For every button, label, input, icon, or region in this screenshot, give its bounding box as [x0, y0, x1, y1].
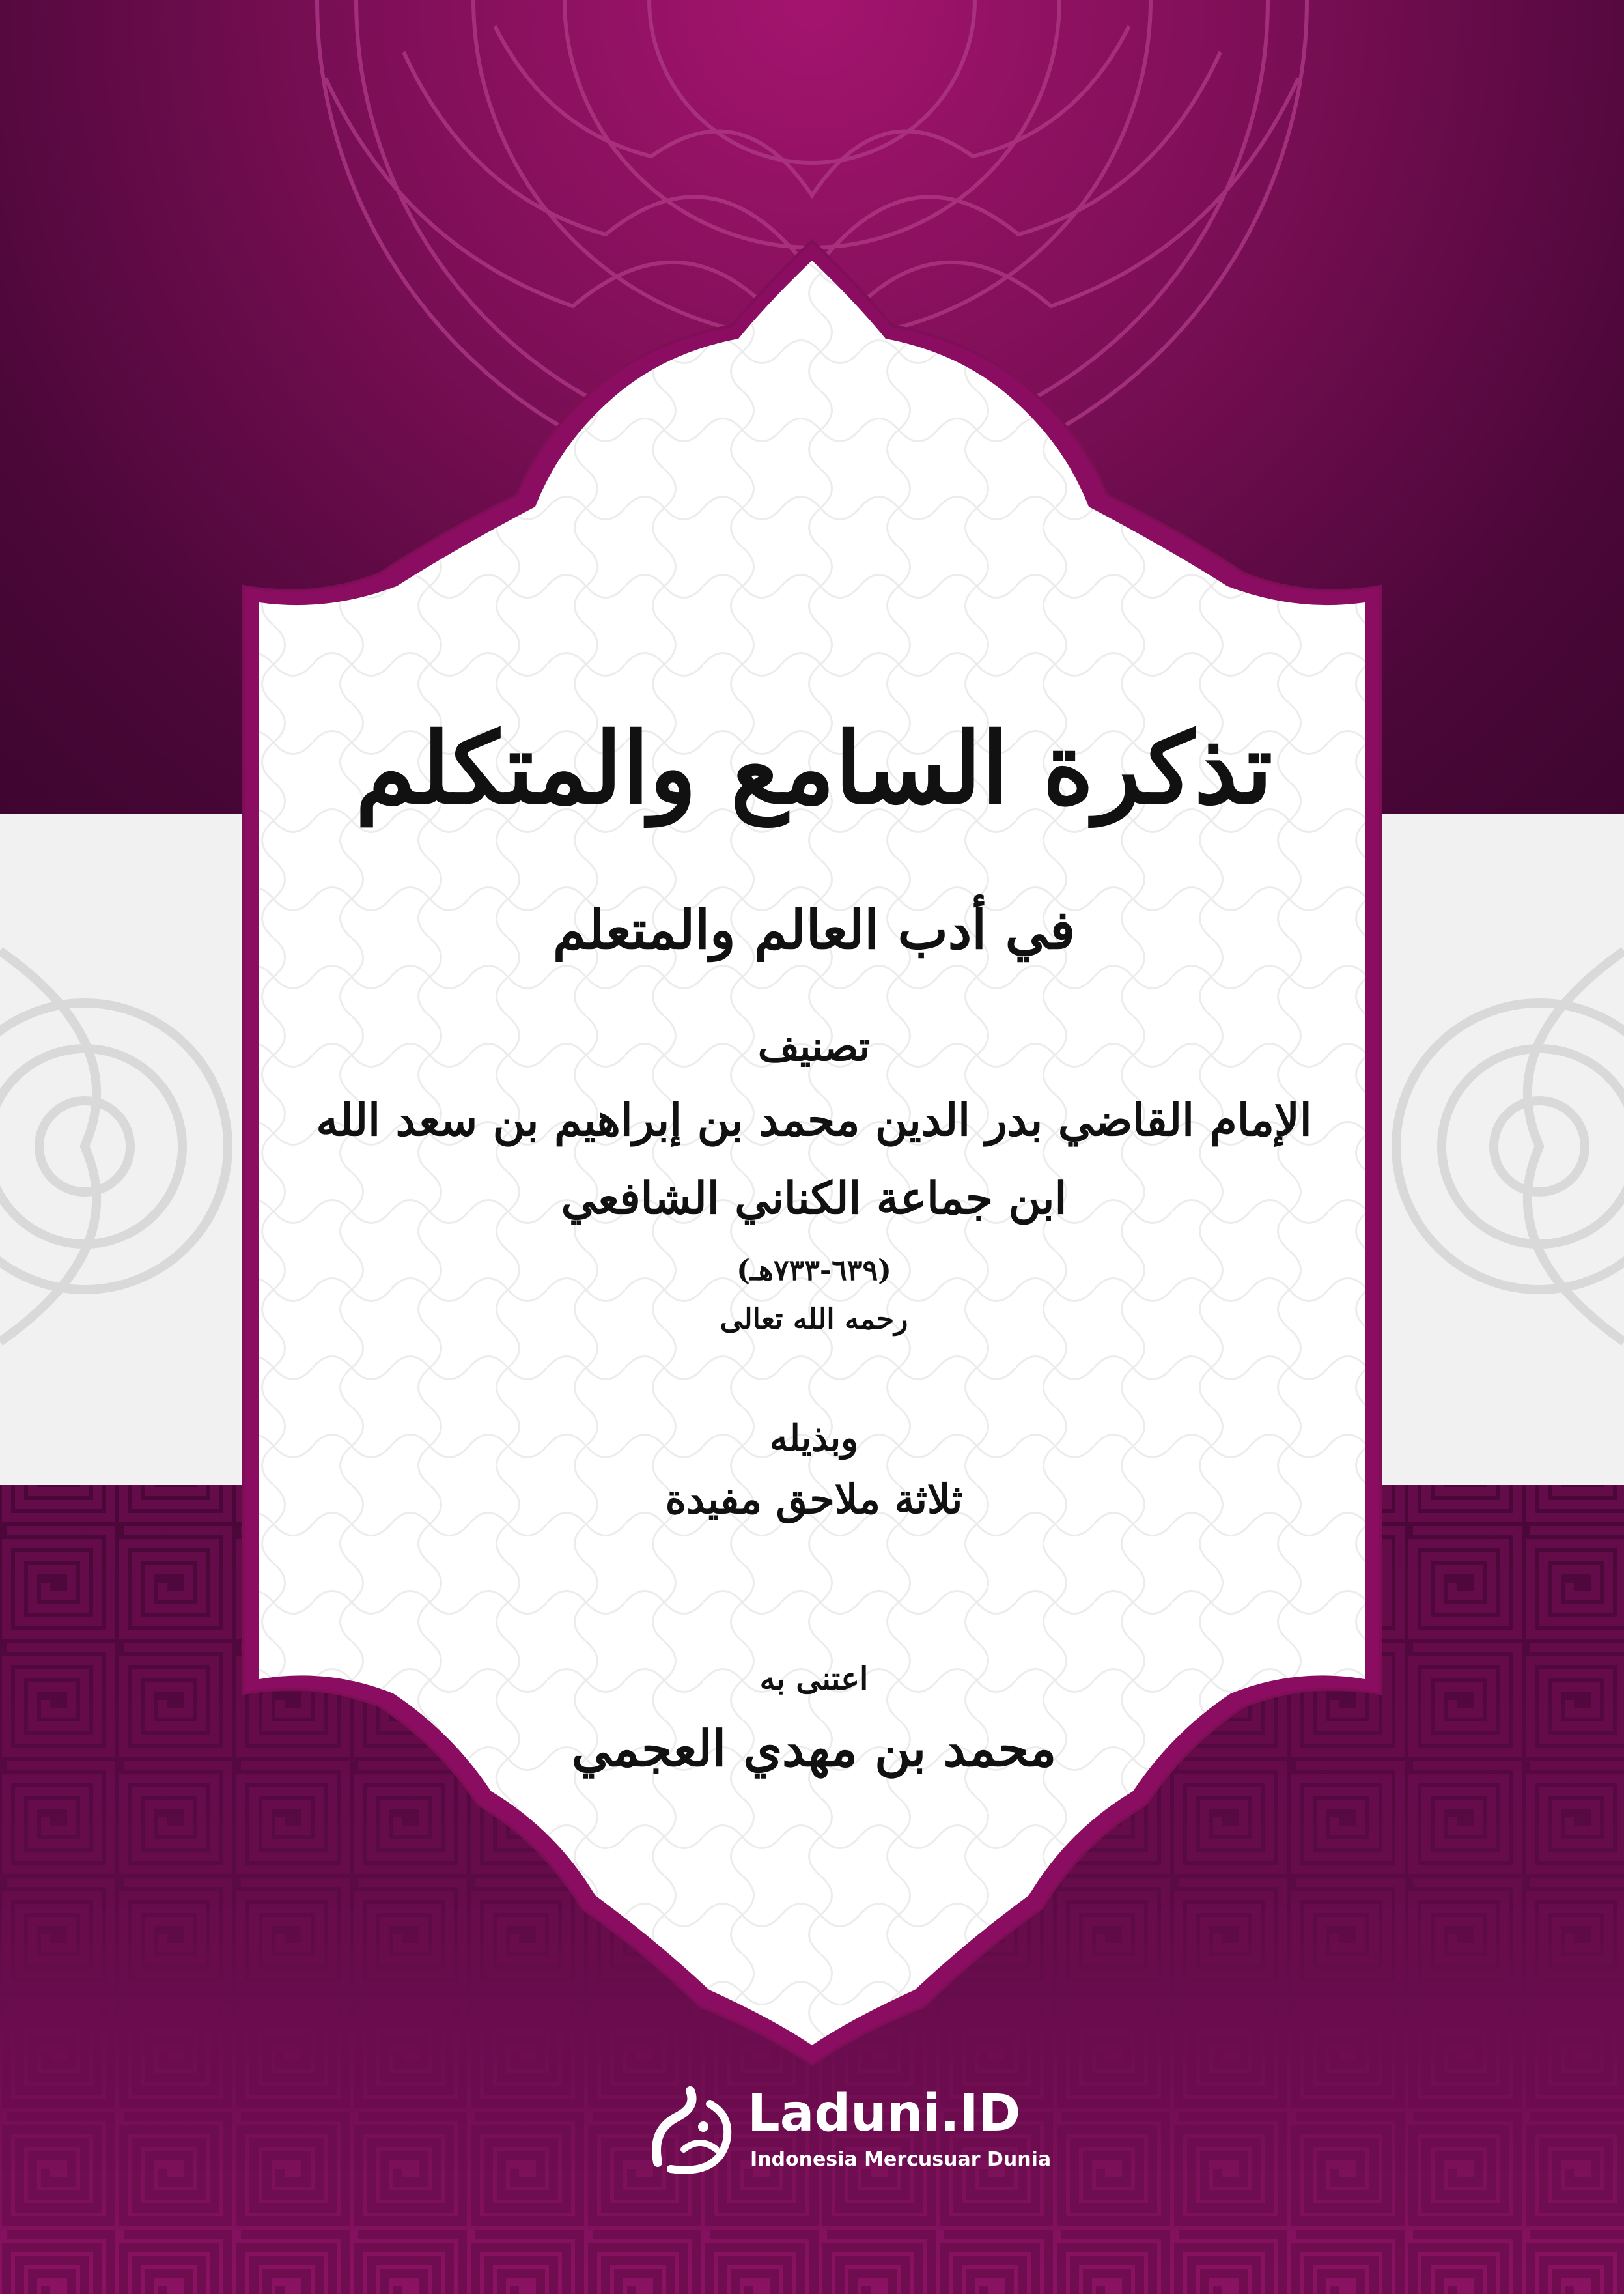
author-prayer: رحمه الله تعالى — [720, 1303, 908, 1336]
publisher-name: Laduni.ID — [748, 2084, 1021, 2143]
editor-name: محمد بن مهدي العجمي — [571, 1720, 1057, 1777]
appended-label: وبذيله — [769, 1417, 859, 1460]
publisher-logo[interactable] — [638, 2078, 1055, 2182]
book-title: تذكرة السامع والمتكلم — [355, 711, 1273, 826]
laduni-calligraphy-icon — [638, 2078, 742, 2182]
appendix-text: ثلاثة ملاحق مفيدة — [665, 1475, 963, 1523]
book-subtitle: في أدب العالم والمتعلم — [552, 899, 1076, 961]
author-dates: (٦٣٩-٧٣٣هـ) — [736, 1254, 891, 1287]
edited-by-label: اعتنى به — [759, 1661, 869, 1697]
publisher-tagline: Indonesia Mercusuar Dunia — [750, 2148, 1052, 2171]
authored-by-label: تصنيف — [757, 1023, 871, 1070]
author-line-2: ابن جماعة الكناني الشافعي — [561, 1172, 1067, 1225]
author-line-1: الإمام القاضي بدر الدين محمد بن إبراهيم بن سعد الله — [316, 1094, 1312, 1146]
